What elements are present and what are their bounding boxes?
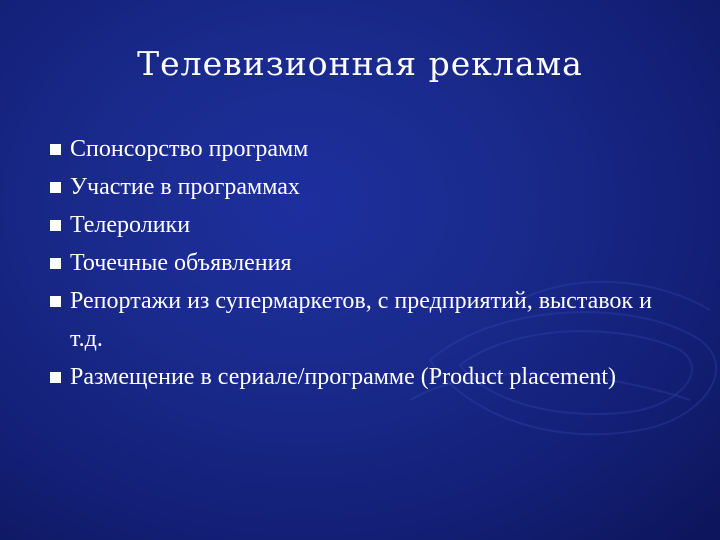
square-bullet-icon (50, 258, 61, 269)
list-item-text: Размещение в сериале/программе (Product placement) (70, 364, 617, 390)
list-item (50, 282, 670, 358)
slide-title: Телевизионная реклама (137, 44, 583, 83)
square-bullet-icon (50, 220, 61, 231)
list-item (50, 168, 670, 206)
square-bullet-icon (50, 296, 61, 307)
bullet-list (50, 130, 670, 396)
list-item-text: Спонсорство программ (70, 136, 309, 162)
list-item (50, 358, 670, 396)
list-item-text: Точечные объявления (70, 250, 292, 276)
list-item (50, 130, 670, 168)
list-item (50, 206, 670, 244)
list-item-text: Телеролики (70, 212, 191, 238)
square-bullet-icon (50, 182, 61, 193)
list-item-text: Репортажи из супермаркетов, с предприятий, выставок и т.д. (70, 288, 652, 352)
square-bullet-icon (50, 372, 61, 383)
list-item-text: Участие в программах (70, 174, 300, 200)
list-item (50, 244, 670, 282)
square-bullet-icon (50, 144, 61, 155)
